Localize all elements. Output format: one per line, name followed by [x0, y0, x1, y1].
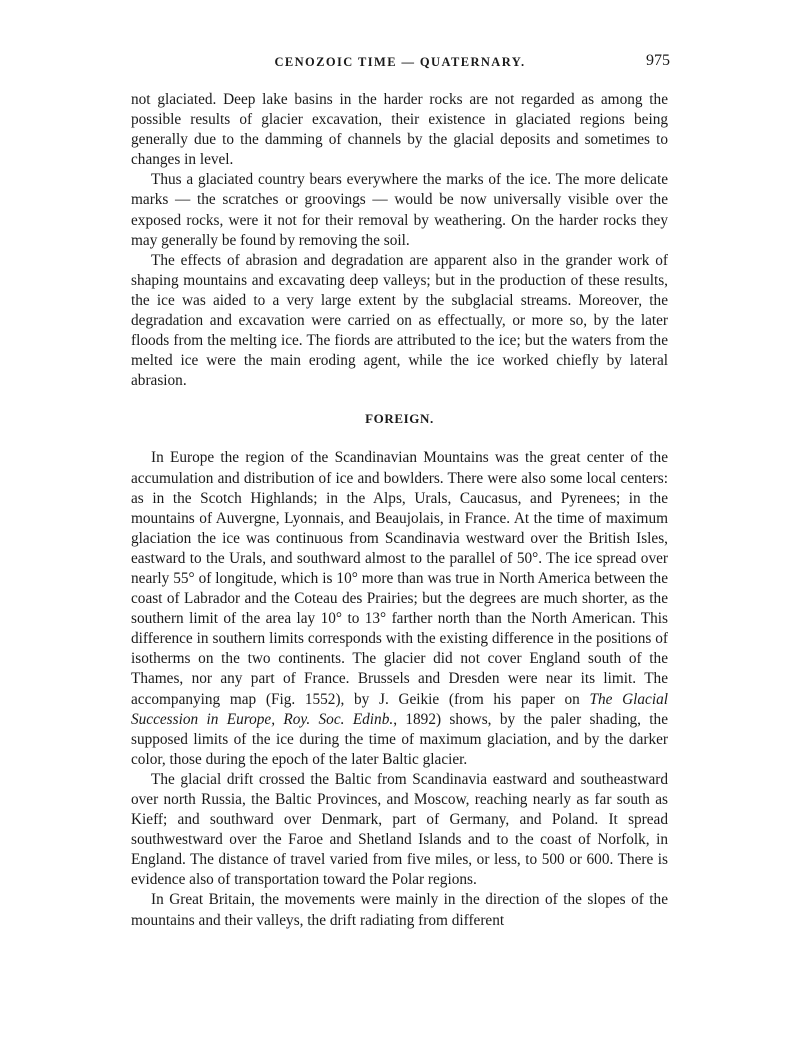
section-heading-foreign: FOREIGN.: [365, 411, 434, 427]
cited-paper-title: The Glacial Succession in Europe, Roy. Soc. Edinb.: [131, 690, 668, 728]
paragraph-glaciated-country: Thus a glaciated country bears everywhere the marks of the ice. The more delicate marks — the scratches or groovings — would be now universally visible over the exposed rocks, were it not for their removal by weathering. On the harder rocks they may generally be found by removing the soil.: [131, 171, 668, 249]
paragraph-europe: [131, 448, 668, 770]
page-number: 975: [646, 52, 670, 69]
paragraph-europe-part1: In Europe the region of the Scandinavian Mountains was the great center of the accumulation and distribution of ice and bowlders. There were also some local centers: as in the Scotch Highlands; in the Alps, Urals, Caucasus, and Pyrenees; in the mountains of Auvergne, Lyonnais, and Beaujolais, in France. At the time of maximum glaciation the ice was continuous from Scandinavia westward over the British Isles, eastward to the Urals, and southward almost to the parallel of 50°. The ice spread over nearly 55° of longitude, which is 10° more than was true in North America between the coast of Labrador and the Coteau des Prairies; but the degrees are much shorter, as the southern limit of the area lay 10° to 13° farther north than the North American. This difference in southern limits corresponds with the existing difference in the positions of isotherms on the two continents. The glacier did not cover England south of the Thames, nor any part of France. Brussels and Dresden were near its limit. The accompanying map (Fig. 1552), by J. Geikie (from his paper on: [131, 449, 668, 708]
paragraph-glacial-drift: The glacial drift crossed the Baltic from Scandinavia eastward and southeastward over north Russia, the Baltic Provinces, and Moscow, reaching nearly as far south as Kieff; and southward over Denmark, part of Germany, and Poland. It spread southwestward over the Faroe and Shetland Islands and to the coast of Norfolk, in England. The distance of travel varied from five miles, or less, to 500 or 600. There is evidence also of transportation toward the Polar regions.: [131, 770, 668, 889]
paragraph-abrasion: The effects of abrasion and degradation are apparent also in the grander work of shaping mountains and excavating deep valleys; but in the production of these results, the ice was aided to a very large extent by the subglacial streams. Moreover, the degradation and excavation were carried on as effectually, or more so, by the later floods from the melting ice. The fiords are attributed to the ice; but the waters from the melted ice were the main eroding agent, while the ice worked chiefly by lateral abrasion.: [131, 251, 668, 390]
paragraph-great-britain: In Great Britain, the movements were mainly in the direction of the slopes of the mountains and their valleys, the drift radiating from different: [131, 891, 668, 929]
running-title: CENOZOIC TIME — QUATERNARY.: [274, 55, 526, 69]
body-text: [131, 90, 668, 931]
running-head: [130, 52, 670, 74]
paragraph-lake-basins: not glaciated. Deep lake basins in the harder rocks are not regarded as among the possible results of glacier excavation, their existence in glaciated regions being generally due to the damming of channels by the glacial deposits and sometimes to changes in level.: [131, 91, 668, 169]
paragraph-europe-part2: , 1892) shows, by the paler shading, the supposed limits of the ice during the time of maximum glaciation, and by the darker color, those during the epoch of the later Baltic glacier.: [131, 710, 668, 768]
